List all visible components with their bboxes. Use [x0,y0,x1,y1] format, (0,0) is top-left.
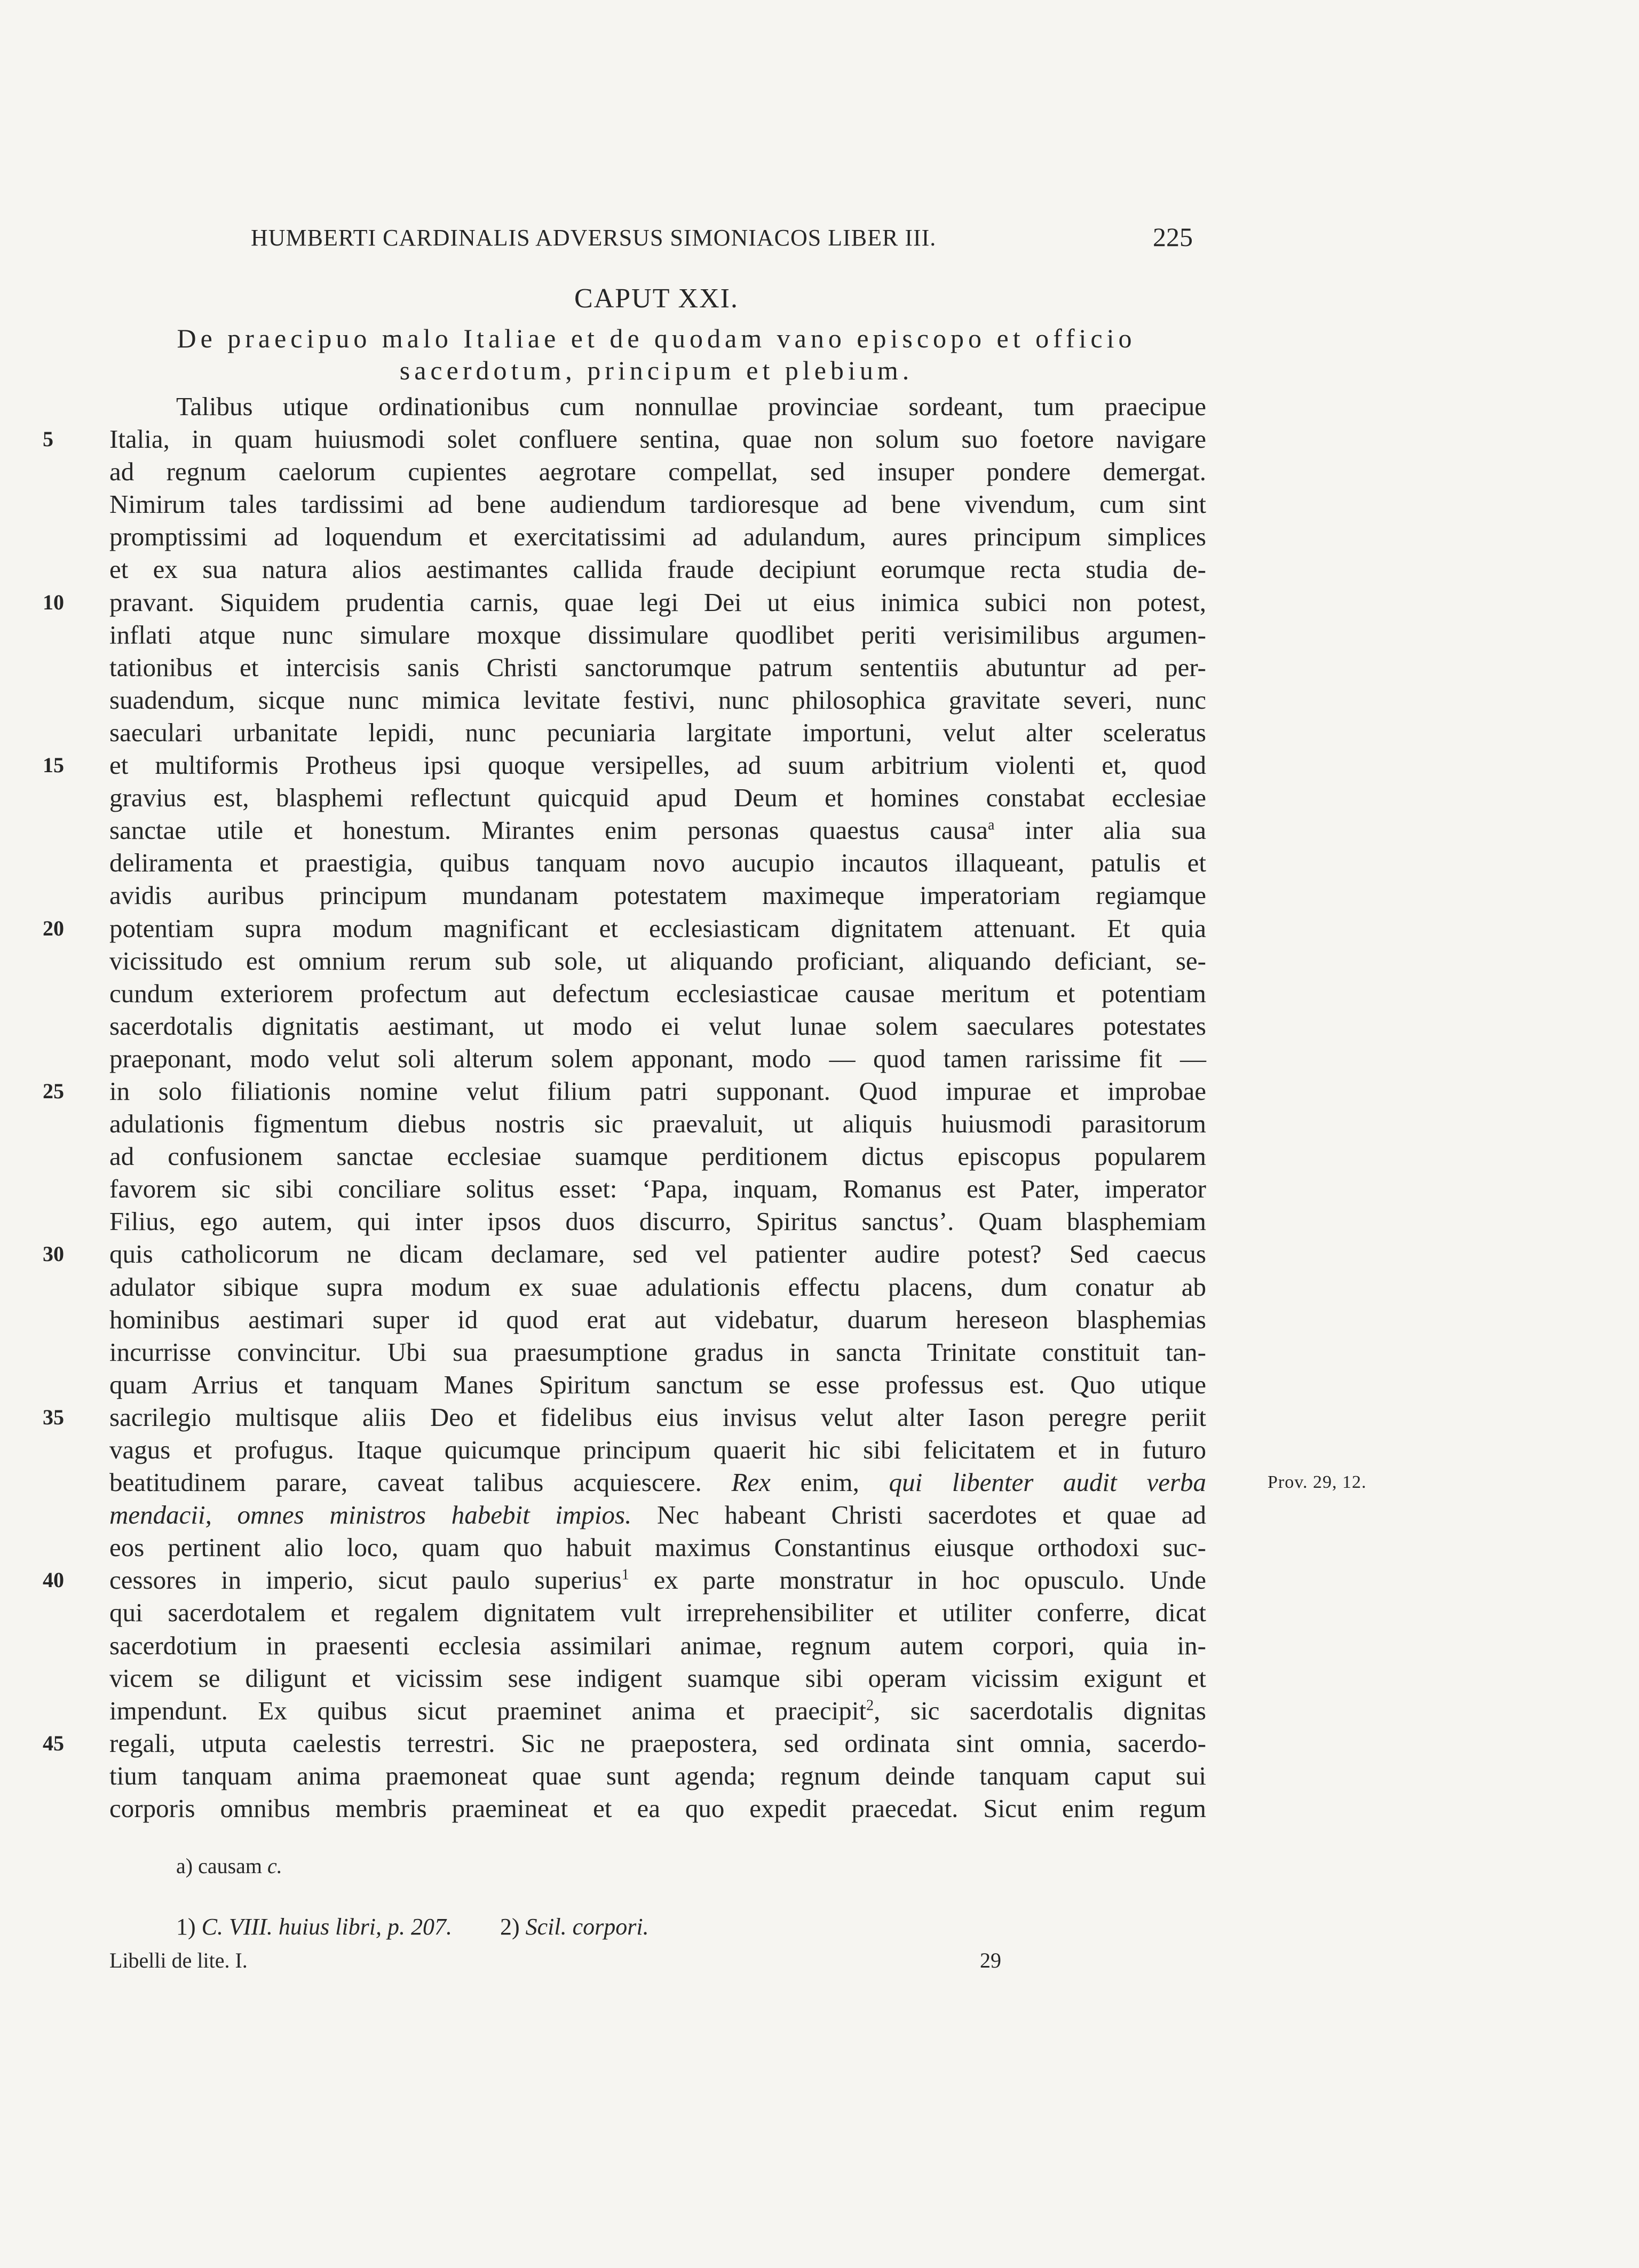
text-line: 40 cessores in imperio, sicut paulo superius$^1$ ex parte monstratur in hoc opusculo. Unde [109,1564,1206,1596]
line-number: 45 [43,1731,64,1755]
text-line: saeculari urbanitate lepidi, nunc pecuniaria largitate importuni, velut alter sceleratus [109,717,1206,747]
text-line: vagus et profugus. Itaque quicumque principum quaerit hic sibi felicitatem et in futuro [109,1435,1206,1464]
text-line: adulationis figmentum diebus nostris sic praevaluit, ut aliquis huiusmodi parasitorum [109,1109,1206,1139]
text-line: sanctae utile et honestum. Mirantes enim personas quaestus causa$^a$ inter alia sua [109,815,1206,845]
text-line: cundum exteriorem profectum aut defectum ecclesiasticae causae meritum et potentiam [109,978,1206,1008]
text-line: impendunt. Ex quibus sicut praeminet anima et praecipit$^2$, sic sacerdotalis dignitas [109,1695,1206,1725]
line-number: 10 [43,590,64,614]
running-head: HUMBERTI CARDINALIS ADVERSUS SIMONIACOS LIBER III. [251,225,937,251]
chapter-title: CAPUT XXI. [574,283,739,314]
text-line: qui sacerdotalem et regalem dignitatem vult irreprehensibiliter et utiliter conferre, dicat [109,1598,1206,1628]
text-line: 5 Italia, in quam huiusmodi solet confluere sentina, quae non solum suo foetore navigare [109,423,1206,455]
text-line: deliramenta et praestigia, quibus tanquam novo aucupio incautos illaqueant, patulis et [109,848,1206,878]
line-number: 25 [43,1079,64,1103]
signature-mark: 29 [980,1948,1001,1972]
text-line: vicem se diligunt et vicissim sese indigent suamque sibi operam vicissim exigunt et [109,1663,1206,1693]
text-line: et ex sua natura alios aestimantes callida fraude decipiunt eorumque recta studia de- [109,554,1206,584]
chapter-subtitle-line-2: sacerdotum, principum et plebium. [399,355,914,385]
text-line: 35 sacrilegio multisque aliis Deo et fidelibus eius invisus velut alter Iason peregre periit [109,1401,1206,1433]
text-line: praeponant, modo velut soli alterum solem apponant, modo — quod tamen rarissime fit — [109,1043,1206,1073]
body-text [43,390,1367,1825]
line-number: 5 [43,427,53,451]
text-line: Talibus utique ordinationibus cum nonnullae provinciae sordeant, tum praecipue [176,392,1206,421]
critical-apparatus-note: a) causam c. [176,1854,282,1878]
text-line: adulator sibique supra modum ex suae adulationis effectu placens, dum conatur ab [109,1272,1206,1302]
text-line: 25 in solo filiationis nomine velut filium patri supponant. Quod impurae et improbae [109,1075,1206,1107]
text-line: mendacii, omnes ministros habebit impios. Nec habeant Christi sacerdotes et quae ad [109,1500,1207,1530]
text-line: quam Arrius et tanquam Manes Spiritum sanctum se esse professus est. Quo utique [109,1369,1206,1399]
line-number: 35 [43,1405,64,1429]
text-line: sacerdotium in praesenti ecclesia assimilari animae, regnum autem corpori, quia in- [109,1630,1206,1660]
text-line: hominibus aestimari super id quod erat aut videbatur, duarum hereseon blasphemias [109,1304,1206,1334]
text-line: suadendum, sicque nunc mimica levitate festivi, nunc philosophica gravitate severi, nunc [109,685,1206,715]
text-line: 15 et multiformis Protheus ipsi quoque versipelles, ad suum arbitrium violenti et, quod [109,749,1206,781]
footnote-1: C. VIII. huius libri, p. 207. [201,1914,452,1940]
text-line: promptissimi ad loquendum et exercitatissimi ad adulandum, aures principum simplices [109,522,1206,552]
text-line: 30 quis catholicorum ne dicam declamare, sed vel patienter audire potest? Sed caecus [109,1238,1206,1270]
footnote-2: Scil. corpori. [525,1914,649,1940]
text-line: Nimirum tales tardissimi ad bene audiendum tardioresque ad bene vivendum, cum sint [109,489,1206,519]
text-line: tium tanquam anima praemoneat quae sunt agenda; regnum deinde tanquam caput sui [109,1761,1206,1790]
text-line: avidis auribus principum mundanam potestatem maximeque imperatoriam regiamque [109,881,1206,910]
text-line: incurrisse convincitur. Ubi sua praesumptione gradus in sancta Trinitate constituit tan- [109,1337,1206,1367]
scripture-quote: qui libenter audit verba [889,1468,1207,1497]
text-line: gravius est, blasphemi reflectunt quicquid apud Deum et homines constabat ecclesiae [109,783,1206,813]
chapter-subtitle-line-1: De praecipuo malo Italiae et de quodam vano episcopo et officio [177,323,1136,353]
text-line: favorem sic sibi conciliare solitus esset: ‘Papa, inquam, Romanus est Pater, imperator [109,1174,1206,1204]
text-line: 10 pravant. Siquidem prudentia carnis, quae legi Dei ut eius inimica subici non potest, [109,586,1206,618]
series-title: Libelli de lite. I. [109,1948,248,1972]
line-number: 20 [43,916,64,940]
footnote-marker: a [987,816,995,834]
text-line: eos pertinent alio loco, quam quo habuit maximus Constantinus eiusque orthodoxi suc- [109,1533,1206,1563]
text-line: beatitudinem parare, caveat talibus acquiescere. Rex enim, qui libenter audit verba Prov. 29, 12. [109,1466,1206,1498]
text-line: 45 regali, utputa caelestis terrestri. Sic ne praepostera, sed ordinata sint omnia, sacerdo- [109,1727,1206,1759]
margin-reference: Prov. 29, 12. [1268,1472,1367,1493]
text-line: vicissitudo est omnium rerum sub sole, ut aliquando proficiant, aliquando deficiant, se- [109,946,1206,976]
text-line: 20 potentiam supra modum magnificant et ecclesiasticam dignitatem attenuant. Et quia [109,912,1206,945]
footnote-marker: 2 [866,1697,874,1714]
line-number: 30 [43,1242,64,1266]
text-line: inflati atque nunc simulare moxque dissimulare quodlibet periti verisimilibus argumen- [109,620,1206,649]
line-number: 40 [43,1568,64,1592]
line-number: 15 [43,753,64,778]
footnotes: 1) C. VIII. huius libri, p. 207. 2) Scil. corpori. [176,1914,649,1940]
footnote-marker: 1 [621,1567,629,1584]
text-line: sacerdotalis dignitatis aestimant, ut modo ei velut lunae solem saeculares potestates [109,1011,1206,1041]
text-line: tationibus et intercisis sanis Christi sanctorumque patrum sententiis abutuntur ad per- [109,652,1206,682]
text-line: corporis omnibus membris praemineat et ea quo expedit praecedat. Sicut enim regum [109,1794,1206,1823]
text-line: ad confusionem sanctae ecclesiae suamque perditionem dictus episcopus popularem [109,1141,1206,1171]
text-line: ad regnum caelorum cupientes aegrotare compellat, sed insuper pondere demergat. [109,457,1206,487]
scripture-quote: mendacii, omnes ministros habebit impios. [109,1500,632,1530]
text-line: Filius, ego autem, qui inter ipsos duos discurro, Spiritus sanctus’. Quam blasphemiam [109,1207,1206,1236]
scripture-quote: Rex [731,1468,771,1497]
page-number: 225 [1153,222,1193,252]
